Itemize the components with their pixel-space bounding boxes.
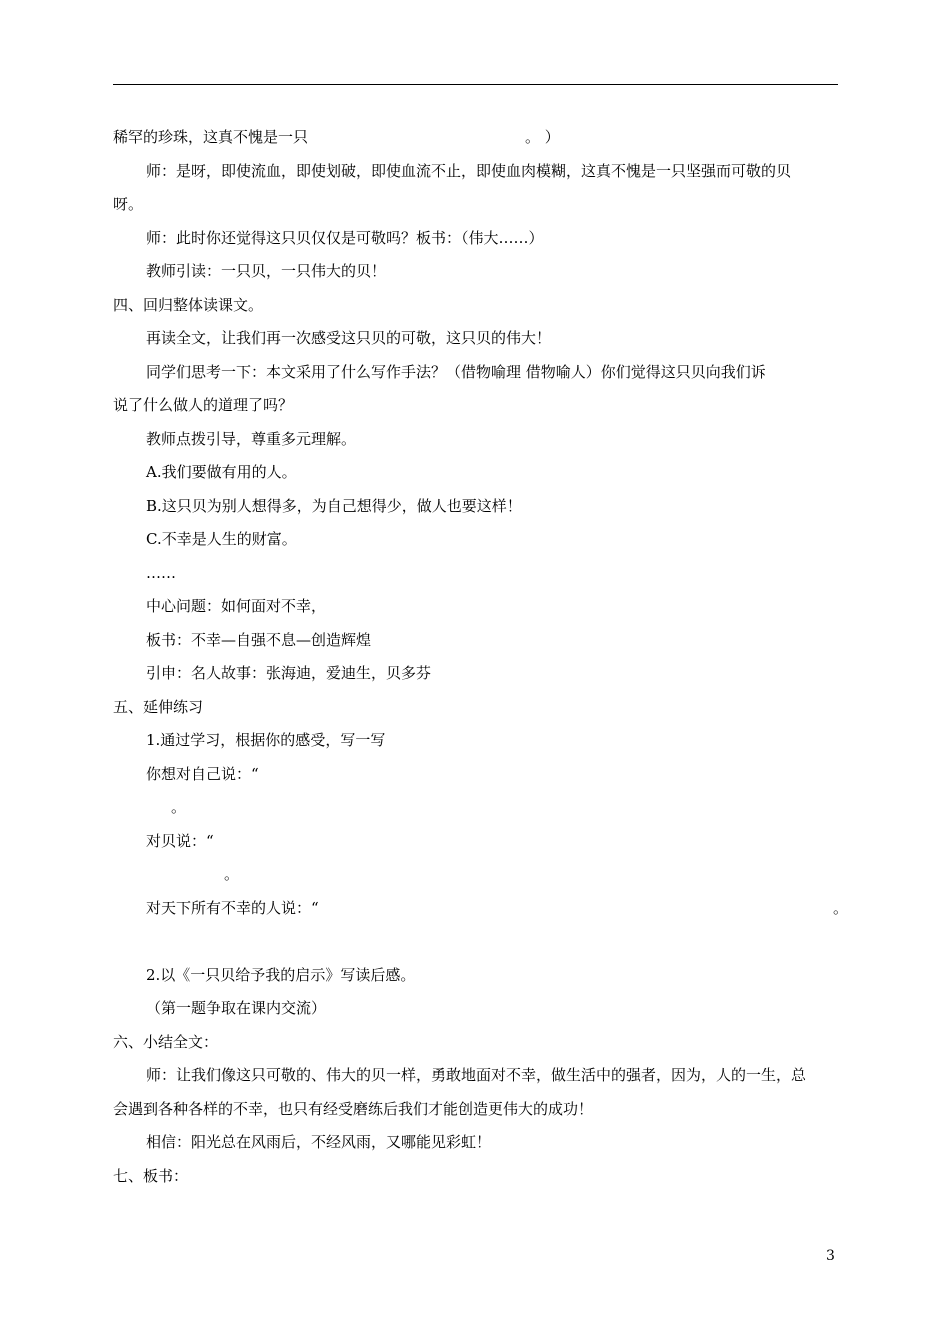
text-line: 教师引读：一只贝，一只伟大的贝！ xyxy=(146,262,387,280)
section-heading: 六、小结全文： xyxy=(113,1032,219,1051)
line-text: 对天下所有不幸的人说：“ xyxy=(146,898,319,917)
text-line: 2.以《一只贝给予我的启示》写读后感。 xyxy=(146,965,416,984)
section-heading: 四、回归整体读课文。 xyxy=(113,295,264,314)
text-line: 说了什么做人的道理了吗？ xyxy=(113,396,294,414)
document-body xyxy=(113,121,848,1193)
text-line xyxy=(113,121,838,155)
list-item: C.不幸是人生的财富。 xyxy=(146,530,297,548)
list-item: B.这只贝为别人想得多，为自己想得少，做人也要这样！ xyxy=(146,496,522,515)
text-line: 板书：不幸—自强不息—创造辉煌 xyxy=(146,630,372,649)
text-line: 引申：名人故事：张海迪，爱迪生，贝多芬 xyxy=(146,664,432,682)
text-line: 会遇到各种各样的不幸，也只有经受磨练后我们才能创造更伟大的成功！ xyxy=(113,1099,594,1118)
text-line: 再读全文，让我们再一次感受这只贝的可敬，这只贝的伟大！ xyxy=(146,329,552,347)
line-suffix: 。 xyxy=(832,898,848,917)
text-line: 你想对自己说：“ xyxy=(146,764,259,783)
blank-space xyxy=(113,925,838,959)
page-number: 3 xyxy=(826,1248,835,1264)
text-line: 师：让我们像这只可敬的、伟大的贝一样，勇敢地面对不幸，做生活中的强者，因为，人的一生，总 xyxy=(146,1066,807,1084)
text-line xyxy=(113,892,848,926)
blank-end-mark: 。 xyxy=(171,798,187,816)
text-line: 相信：阳光总在风雨后，不经风雨，又哪能见彩虹！ xyxy=(146,1133,492,1151)
text-line: （第一题争取在课内交流） xyxy=(146,999,327,1017)
line-suffix: 。 ） xyxy=(525,128,560,146)
text-line: 中心问题：如何面对不幸， xyxy=(146,597,327,615)
text-line: 呀。 xyxy=(113,195,144,213)
list-item: A.我们要做有用的人。 xyxy=(146,463,297,481)
text-line: 对贝说：“ xyxy=(146,831,214,850)
ellipsis-line: …… xyxy=(146,563,176,582)
blank-end-mark: 。 xyxy=(224,865,240,883)
section-heading: 七、板书： xyxy=(113,1166,189,1185)
text-line: 1.通过学习，根据你的感受，写一写 xyxy=(146,731,386,749)
text-line: 教师点拨引导，尊重多元理解。 xyxy=(146,429,357,448)
section-heading: 五、延伸练习 xyxy=(113,697,204,716)
text-line: 师：此时你还觉得这只贝仅仅是可敬吗？板书：（伟大……） xyxy=(146,228,544,247)
header-rule xyxy=(113,84,838,85)
text-line: 同学们思考一下：本文采用了什么写作手法？（借物喻理 借物喻人）你们觉得这只贝向我们诉 xyxy=(146,362,766,381)
line-text: 稀罕的珍珠，这真不愧是一只 xyxy=(113,128,309,146)
text-line: 师：是呀，即使流血，即使划破，即使血流不止，即使血肉模糊，这真不愧是一只坚强而可敬的贝 xyxy=(146,161,792,180)
